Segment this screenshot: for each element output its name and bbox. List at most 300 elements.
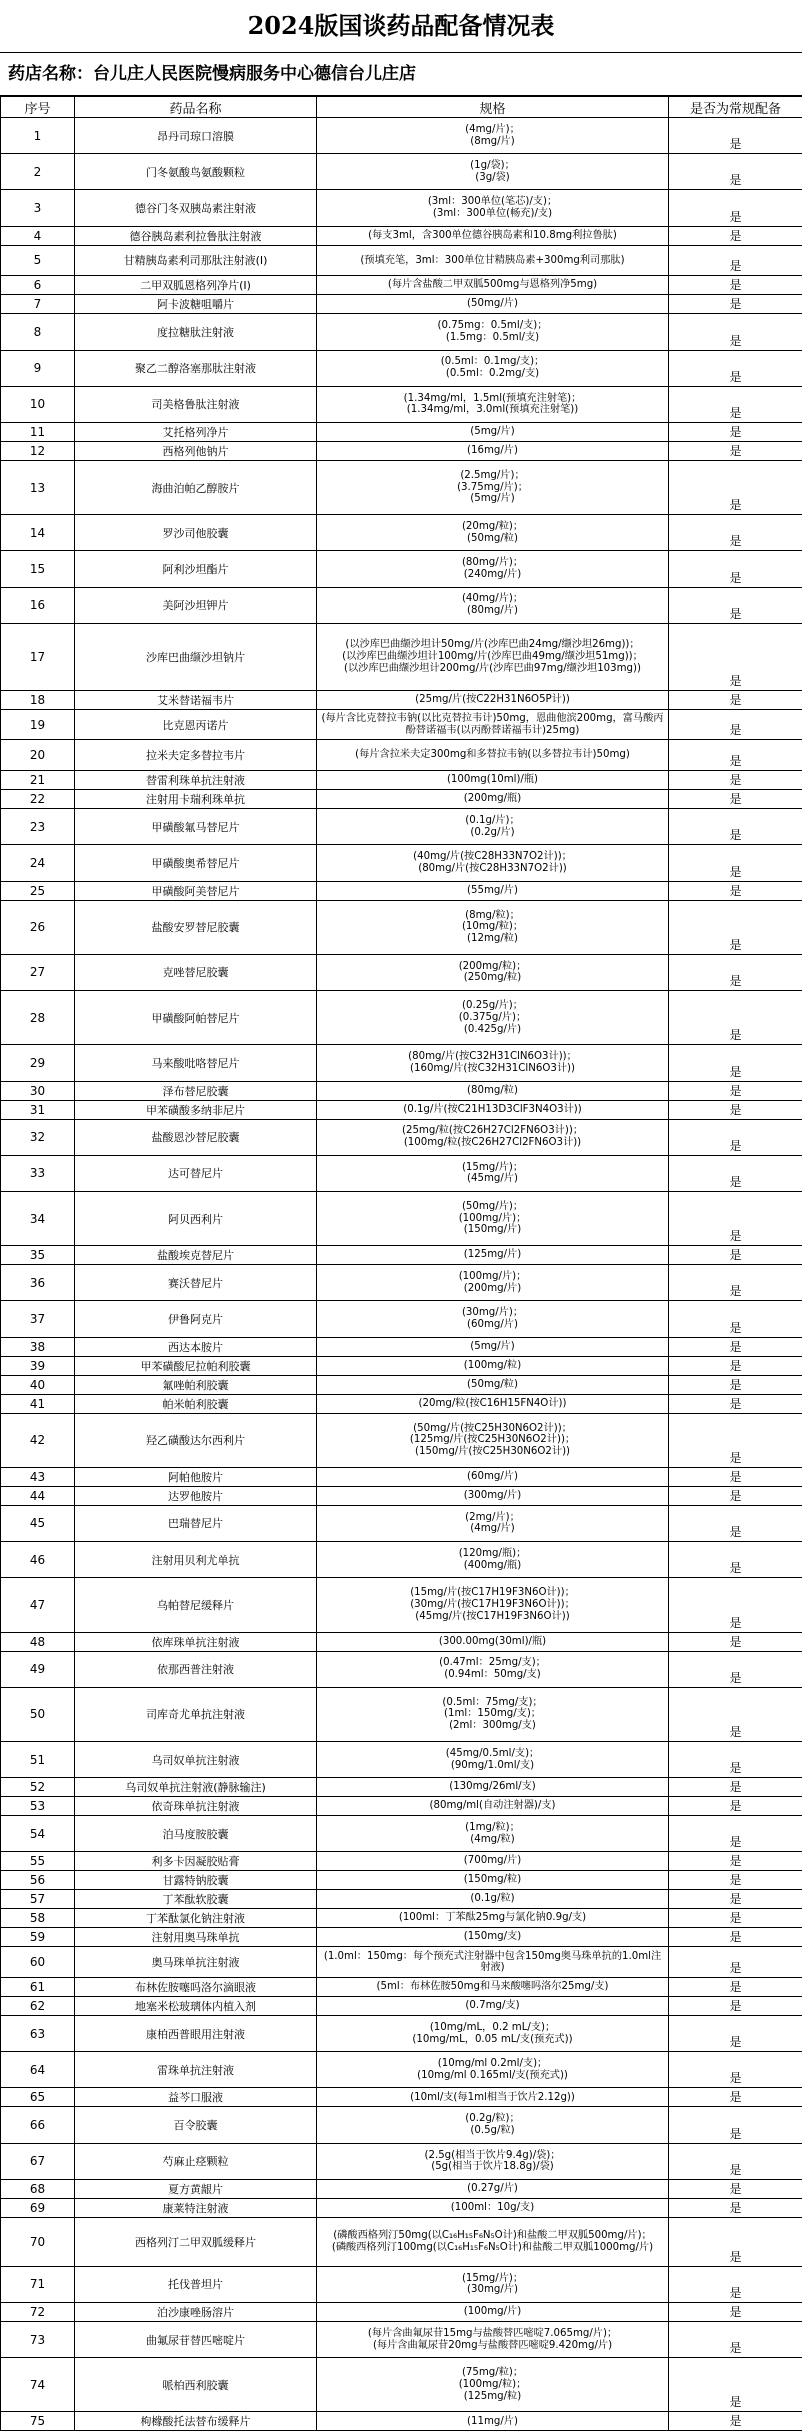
spec-line: (300mg/片) — [319, 1490, 666, 1502]
drug-spec — [317, 2217, 669, 2266]
regular-flag: 是 — [669, 2107, 802, 2143]
spec-line: (200mg/瓶) — [319, 793, 666, 805]
drug-name: 注射用卡瑞利珠单抗 — [75, 790, 317, 809]
drug-spec — [317, 1505, 669, 1541]
row-number: 18 — [1, 690, 75, 709]
drug-name: 泊沙康唑肠溶片 — [75, 2302, 317, 2321]
table-row — [1, 2198, 802, 2217]
table-row — [1, 154, 802, 190]
drug-spec — [317, 1375, 669, 1394]
drug-spec — [317, 1928, 669, 1947]
drug-spec — [317, 1486, 669, 1505]
regular-flag: 是 — [669, 350, 802, 386]
regular-flag: 是 — [669, 2052, 802, 2088]
regular-flag: 是 — [669, 1542, 802, 1578]
table-body — [1, 118, 802, 2431]
spec-line: (0.1g/片(按C21H13D3ClF3N4O3计)) — [319, 1104, 666, 1116]
drug-spec — [317, 1191, 669, 1245]
spec-line: (0.5ml：0.2mg/支) — [319, 368, 666, 380]
table-row — [1, 118, 802, 154]
spec-line: (10mg/ml 0.165ml/支(预充式)) — [319, 2070, 666, 2082]
row-number: 59 — [1, 1928, 75, 1947]
table-row — [1, 1301, 802, 1337]
table-row — [1, 1687, 802, 1741]
drug-name: 赛沃替尼片 — [75, 1265, 317, 1301]
drug-spec — [317, 1578, 669, 1632]
regular-flag: 是 — [669, 1467, 802, 1486]
spec-line: (8mg/粒)； — [319, 910, 666, 922]
regular-flag: 是 — [669, 991, 802, 1045]
drug-name: 盐酸安罗替尼胶囊 — [75, 900, 317, 954]
drug-spec — [317, 1155, 669, 1191]
drug-name: 乌司奴单抗注射液(静脉输注) — [75, 1778, 317, 1797]
drug-spec — [317, 1301, 669, 1337]
drug-spec — [317, 954, 669, 990]
drug-name: 沙库巴曲缬沙坦钠片 — [75, 623, 317, 690]
drug-spec — [317, 1741, 669, 1777]
spec-line: (55mg/片) — [319, 885, 666, 897]
spec-line: (250mg/粒) — [319, 972, 666, 984]
table-row — [1, 1467, 802, 1486]
table-row — [1, 587, 802, 623]
table-row — [1, 1778, 802, 1797]
spec-line: (100ml：丁苯酞25mg与氯化钠0.9g/支) — [319, 1912, 666, 1924]
drug-spec — [317, 1909, 669, 1928]
spec-line: (10mg/mL，0.2 mL/支)； — [319, 2022, 666, 2034]
drug-name: 甘精胰岛素利司那肽注射液(Ⅰ) — [75, 245, 317, 276]
drug-spec — [317, 1687, 669, 1741]
row-number: 23 — [1, 809, 75, 845]
spec-line: (0.1g/粒) — [319, 1893, 666, 1905]
regular-flag: 是 — [669, 2143, 802, 2179]
regular-flag: 是 — [669, 2412, 802, 2431]
regular-flag: 是 — [669, 295, 802, 314]
spec-line: (150mg/支) — [319, 1931, 666, 1943]
drug-name: 克唑替尼胶囊 — [75, 954, 317, 990]
table-row — [1, 991, 802, 1045]
table-row — [1, 1356, 802, 1375]
drug-name: 丁苯酞软胶囊 — [75, 1890, 317, 1909]
spec-line: (每片含曲氟尿苷20mg与盐酸替匹嘧啶9.420mg/片) — [319, 2340, 666, 2352]
table-row — [1, 740, 802, 771]
spec-line: (150mg/粒) — [319, 1874, 666, 1886]
spec-line: (100mg/片)； — [319, 1271, 666, 1283]
table-row — [1, 1797, 802, 1816]
drug-spec — [317, 1337, 669, 1356]
row-number: 28 — [1, 991, 75, 1045]
regular-flag: 是 — [669, 1413, 802, 1467]
drug-name: 泊马度胺胶囊 — [75, 1816, 317, 1852]
header-spec: 规格 — [317, 97, 669, 118]
row-number: 51 — [1, 1741, 75, 1777]
spec-line: (以沙库巴曲缬沙坦计50mg/片(沙库巴曲24mg/缬沙坦26mg))； — [319, 639, 666, 651]
store-name: 药店名称：台儿庄人民医院慢病服务中心德信台儿庄店 — [0, 53, 802, 96]
table-row — [1, 709, 802, 740]
drug-name: 艾托格列净片 — [75, 422, 317, 441]
regular-flag: 是 — [669, 1265, 802, 1301]
row-number: 63 — [1, 2016, 75, 2052]
spec-line: (2mg/片)； — [319, 1512, 666, 1524]
spec-line: (0.1g/片)； — [319, 815, 666, 827]
table-row — [1, 1246, 802, 1265]
table-row — [1, 1119, 802, 1155]
regular-flag: 是 — [669, 623, 802, 690]
spec-line: (80mg/片(按C32H31ClN6O3计))； — [319, 1051, 666, 1063]
drug-name: 聚乙二醇洛塞那肽注射液 — [75, 350, 317, 386]
drug-name: 奥马珠单抗注射液 — [75, 1947, 317, 1978]
table-row — [1, 790, 802, 809]
regular-flag: 是 — [669, 460, 802, 514]
row-number: 57 — [1, 1890, 75, 1909]
row-number: 2 — [1, 154, 75, 190]
drug-name: 雷珠单抗注射液 — [75, 2052, 317, 2088]
regular-flag: 是 — [669, 2179, 802, 2198]
drug-spec — [317, 1265, 669, 1301]
spec-line: (30mg/片(按C17H19F3N6O计))； — [319, 1599, 666, 1611]
regular-flag: 是 — [669, 154, 802, 190]
drug-name: 托伐普坦片 — [75, 2266, 317, 2302]
spec-line: (50mg/粒) — [319, 533, 666, 545]
drug-name: 依库珠单抗注射液 — [75, 1632, 317, 1651]
drug-spec — [317, 740, 669, 771]
table-row — [1, 350, 802, 386]
row-number: 32 — [1, 1119, 75, 1155]
row-number: 16 — [1, 587, 75, 623]
table-row — [1, 2088, 802, 2107]
drug-spec — [317, 2143, 669, 2179]
row-number: 26 — [1, 900, 75, 954]
table-row — [1, 1978, 802, 1997]
spec-line: (100mg/粒(按C26H27Cl2FN6O3计)) — [319, 1137, 666, 1149]
regular-flag: 是 — [669, 1505, 802, 1541]
regular-flag: 是 — [669, 900, 802, 954]
spec-line: (20mg/粒)； — [319, 521, 666, 533]
drug-name: 百令胶囊 — [75, 2107, 317, 2143]
drug-spec — [317, 422, 669, 441]
spec-line: (5mg/片) — [319, 426, 666, 438]
row-number: 43 — [1, 1467, 75, 1486]
regular-flag: 是 — [669, 2016, 802, 2052]
regular-flag: 是 — [669, 881, 802, 900]
row-number: 69 — [1, 2198, 75, 2217]
row-number: 46 — [1, 1542, 75, 1578]
drug-spec — [317, 2321, 669, 2357]
table-row — [1, 245, 802, 276]
drug-name: 康柏西普眼用注射液 — [75, 2016, 317, 2052]
spec-line: (0.7mg/支) — [319, 2000, 666, 2012]
drug-spec — [317, 314, 669, 350]
drug-spec — [317, 1947, 669, 1978]
drug-name: 西格列汀二甲双胍缓释片 — [75, 2217, 317, 2266]
table-row — [1, 2302, 802, 2321]
regular-flag: 是 — [669, 2321, 802, 2357]
drug-spec — [317, 2266, 669, 2302]
table-row — [1, 881, 802, 900]
drug-name: 度拉糖肽注射液 — [75, 314, 317, 350]
spec-line: (40mg/片(按C28H33N7O2计))； — [319, 851, 666, 863]
spec-line: (10ml/支(每1ml相当于饮片2.12g)) — [319, 2092, 666, 2104]
row-number: 25 — [1, 881, 75, 900]
regular-flag: 是 — [669, 1045, 802, 1081]
drug-name: 夏方黄龈片 — [75, 2179, 317, 2198]
row-number: 13 — [1, 460, 75, 514]
spec-line: (3ml：300单位(笔芯)/支)； — [319, 196, 666, 208]
drug-name: 注射用奥马珠单抗 — [75, 1928, 317, 1947]
drug-spec — [317, 245, 669, 276]
row-number: 39 — [1, 1356, 75, 1375]
drug-name: 乌司奴单抗注射液 — [75, 1741, 317, 1777]
spec-line: (240mg/片) — [319, 569, 666, 581]
spec-line: (50mg/片(按C25H30N6O2计))； — [319, 1423, 666, 1435]
table-row — [1, 2179, 802, 2198]
drug-spec — [317, 226, 669, 245]
drug-table — [0, 96, 802, 2431]
spec-line: (90mg/1.0ml/支) — [319, 1760, 666, 1772]
table-row — [1, 1871, 802, 1890]
drug-spec — [317, 118, 669, 154]
row-number: 75 — [1, 2412, 75, 2431]
spec-line: (45mg/片) — [319, 1173, 666, 1185]
regular-flag: 是 — [669, 1978, 802, 1997]
row-number: 6 — [1, 276, 75, 295]
row-number: 47 — [1, 1578, 75, 1632]
drug-spec — [317, 1045, 669, 1081]
drug-spec — [317, 1119, 669, 1155]
drug-spec — [317, 1100, 669, 1119]
row-number: 52 — [1, 1778, 75, 1797]
table-row — [1, 515, 802, 551]
table-row — [1, 2052, 802, 2088]
spec-line: (20mg/粒(按C16H15FN4O计)) — [319, 1398, 666, 1410]
spec-line: (0.25g/片)； — [319, 1000, 666, 1012]
drug-name: 艾米替诺福韦片 — [75, 690, 317, 709]
row-number: 24 — [1, 845, 75, 881]
spec-line: (4mg/粒) — [319, 1834, 666, 1846]
spec-line: (每片含盐酸二甲双胍500mg与恩格列净5mg) — [319, 279, 666, 291]
drug-spec — [317, 623, 669, 690]
row-number: 58 — [1, 1909, 75, 1928]
regular-flag: 是 — [669, 314, 802, 350]
spec-line: (0.47ml：25mg/支)； — [319, 1657, 666, 1669]
row-number: 40 — [1, 1375, 75, 1394]
spec-line: (0.5g/粒) — [319, 2125, 666, 2137]
drug-name: 甲磺酸阿美替尼片 — [75, 881, 317, 900]
regular-flag: 是 — [669, 1155, 802, 1191]
regular-flag: 是 — [669, 1928, 802, 1947]
drug-spec — [317, 350, 669, 386]
regular-flag: 是 — [669, 1909, 802, 1928]
regular-flag: 是 — [669, 1816, 802, 1852]
regular-flag: 是 — [669, 1947, 802, 1978]
drug-name: 司美格鲁肽注射液 — [75, 386, 317, 422]
spec-line: (25mg/片(按C22H31N6O5P计)) — [319, 694, 666, 706]
table-row — [1, 1816, 802, 1852]
drug-name: 昂丹司琼口溶膜 — [75, 118, 317, 154]
regular-flag: 是 — [669, 587, 802, 623]
spec-line: (25mg/粒(按C26H27Cl2FN6O3计))； — [319, 1125, 666, 1137]
regular-flag: 是 — [669, 1301, 802, 1337]
regular-flag: 是 — [669, 1578, 802, 1632]
row-number: 21 — [1, 771, 75, 790]
spec-line: (100mg/粒) — [319, 1360, 666, 1372]
table-row — [1, 900, 802, 954]
spec-line: (磷酸西格列汀100mg(以C₁₆H₁₅F₆N₅O计)和盐酸二甲双胍1000mg/片) — [319, 2242, 666, 2254]
drug-name: 枸橼酸托法替布缓释片 — [75, 2412, 317, 2431]
table-row — [1, 460, 802, 514]
regular-flag: 是 — [669, 740, 802, 771]
drug-spec — [317, 276, 669, 295]
drug-name: 门冬氨酸鸟氨酸颗粒 — [75, 154, 317, 190]
drug-spec — [317, 1542, 669, 1578]
row-number: 38 — [1, 1337, 75, 1356]
drug-spec — [317, 771, 669, 790]
spec-line: (0.425g/片) — [319, 1024, 666, 1036]
regular-flag: 是 — [669, 1191, 802, 1245]
spec-line: (0.5ml：0.1mg/支)； — [319, 356, 666, 368]
drug-spec — [317, 1871, 669, 1890]
drug-name: 哌柏西利胶囊 — [75, 2358, 317, 2412]
row-number: 17 — [1, 623, 75, 690]
drug-spec — [317, 2179, 669, 2198]
regular-flag: 是 — [669, 1741, 802, 1777]
drug-name: 比克恩丙诺片 — [75, 709, 317, 740]
drug-name: 丁苯酞氯化钠注射液 — [75, 1909, 317, 1928]
drug-name: 甲苯磺酸多纳非尼片 — [75, 1100, 317, 1119]
drug-name: 甲磺酸阿帕替尼片 — [75, 991, 317, 1045]
regular-flag: 是 — [669, 276, 802, 295]
spec-line: (每片含拉米夫定300mg和多替拉韦钠(以多替拉韦计)50mg) — [319, 749, 666, 761]
regular-flag: 是 — [669, 1632, 802, 1651]
row-number: 44 — [1, 1486, 75, 1505]
drug-spec — [317, 515, 669, 551]
drug-name: 替雷利珠单抗注射液 — [75, 771, 317, 790]
table-row — [1, 1505, 802, 1541]
table-row — [1, 1265, 802, 1301]
row-number: 37 — [1, 1301, 75, 1337]
spec-line: (每片含曲氟尿苷15mg与盐酸替匹嘧啶7.065mg/片)； — [319, 2328, 666, 2340]
row-number: 5 — [1, 245, 75, 276]
drug-spec — [317, 441, 669, 460]
regular-flag: 是 — [669, 1337, 802, 1356]
regular-flag: 是 — [669, 790, 802, 809]
spec-line: (45mg/片(按C17H19F3N6O计)) — [319, 1611, 666, 1623]
row-number: 72 — [1, 2302, 75, 2321]
drug-name: 盐酸恩沙替尼胶囊 — [75, 1119, 317, 1155]
table-row — [1, 441, 802, 460]
row-number: 14 — [1, 515, 75, 551]
row-number: 36 — [1, 1265, 75, 1301]
row-number: 56 — [1, 1871, 75, 1890]
row-number: 22 — [1, 790, 75, 809]
drug-spec — [317, 1413, 669, 1467]
drug-name: 德谷胰岛素利拉鲁肽注射液 — [75, 226, 317, 245]
regular-flag: 是 — [669, 1100, 802, 1119]
spec-line: (4mg/片) — [319, 1523, 666, 1535]
table-row — [1, 2412, 802, 2431]
table-row — [1, 1413, 802, 1467]
regular-flag: 是 — [669, 1890, 802, 1909]
regular-flag: 是 — [669, 422, 802, 441]
spec-line: (0.27g/片) — [319, 2183, 666, 2195]
spec-line: (15mg/片)； — [319, 2273, 666, 2285]
drug-name: 拉米夫定多替拉韦片 — [75, 740, 317, 771]
table-row — [1, 1947, 802, 1978]
drug-spec — [317, 1852, 669, 1871]
table-row — [1, 623, 802, 690]
row-number: 48 — [1, 1632, 75, 1651]
spec-line: (80mg/粒) — [319, 1085, 666, 1097]
spec-line: (100ml：10g/支) — [319, 2202, 666, 2214]
table-row — [1, 386, 802, 422]
drug-spec — [317, 1394, 669, 1413]
drug-spec — [317, 690, 669, 709]
drug-name: 甘露特钠胶囊 — [75, 1871, 317, 1890]
row-number: 41 — [1, 1394, 75, 1413]
spec-line: (11mg/片) — [319, 2416, 666, 2428]
table-row — [1, 551, 802, 587]
drug-name: 马来酸吡咯替尼片 — [75, 1045, 317, 1081]
spec-line: (3g/袋) — [319, 172, 666, 184]
row-number: 54 — [1, 1816, 75, 1852]
regular-flag: 是 — [669, 1486, 802, 1505]
row-number: 9 — [1, 350, 75, 386]
spec-line: (4mg/片)； — [319, 124, 666, 136]
drug-spec — [317, 190, 669, 226]
spec-line: (5mg/片) — [319, 1341, 666, 1353]
drug-spec — [317, 587, 669, 623]
spec-line: (50mg/片)； — [319, 1201, 666, 1213]
row-number: 33 — [1, 1155, 75, 1191]
table-row — [1, 1632, 802, 1651]
spec-line: (2.5g(相当于饮片9.4g)/袋)； — [319, 2150, 666, 2162]
page-title: 2024版国谈药品配备情况表 — [0, 0, 802, 53]
table-row — [1, 2321, 802, 2357]
table-row — [1, 1890, 802, 1909]
table-row — [1, 226, 802, 245]
drug-spec — [317, 1246, 669, 1265]
header-no: 序号 — [1, 97, 75, 118]
table-row — [1, 422, 802, 441]
row-number: 49 — [1, 1651, 75, 1687]
drug-spec — [317, 1651, 669, 1687]
regular-flag: 是 — [669, 118, 802, 154]
header-name: 药品名称 — [75, 97, 317, 118]
row-number: 15 — [1, 551, 75, 587]
regular-flag: 是 — [669, 1081, 802, 1100]
row-number: 65 — [1, 2088, 75, 2107]
drug-spec — [317, 845, 669, 881]
spec-line: (12mg/粒) — [319, 933, 666, 945]
drug-spec — [317, 809, 669, 845]
spec-line: (100mg/粒)； — [319, 2379, 666, 2391]
regular-flag: 是 — [669, 1778, 802, 1797]
row-number: 62 — [1, 1997, 75, 2016]
spec-line: (1.0ml：150mg：每个预充式注射器中包含150mg奥马珠单抗的1.0ml注射液) — [319, 1951, 666, 1974]
header-regular: 是否为常规配备 — [669, 97, 802, 118]
regular-flag: 是 — [669, 1797, 802, 1816]
regular-flag: 是 — [669, 2088, 802, 2107]
regular-flag: 是 — [669, 245, 802, 276]
drug-name: 利多卡因凝胶贴膏 — [75, 1852, 317, 1871]
regular-flag: 是 — [669, 2266, 802, 2302]
spec-line: (80mg/片) — [319, 605, 666, 617]
table-row — [1, 1852, 802, 1871]
drug-spec — [317, 295, 669, 314]
table-row — [1, 771, 802, 790]
regular-flag: 是 — [669, 1997, 802, 2016]
spec-line: (10mg/ml 0.2ml/支)； — [319, 2058, 666, 2070]
spec-line: (150mg/片) — [319, 1224, 666, 1236]
